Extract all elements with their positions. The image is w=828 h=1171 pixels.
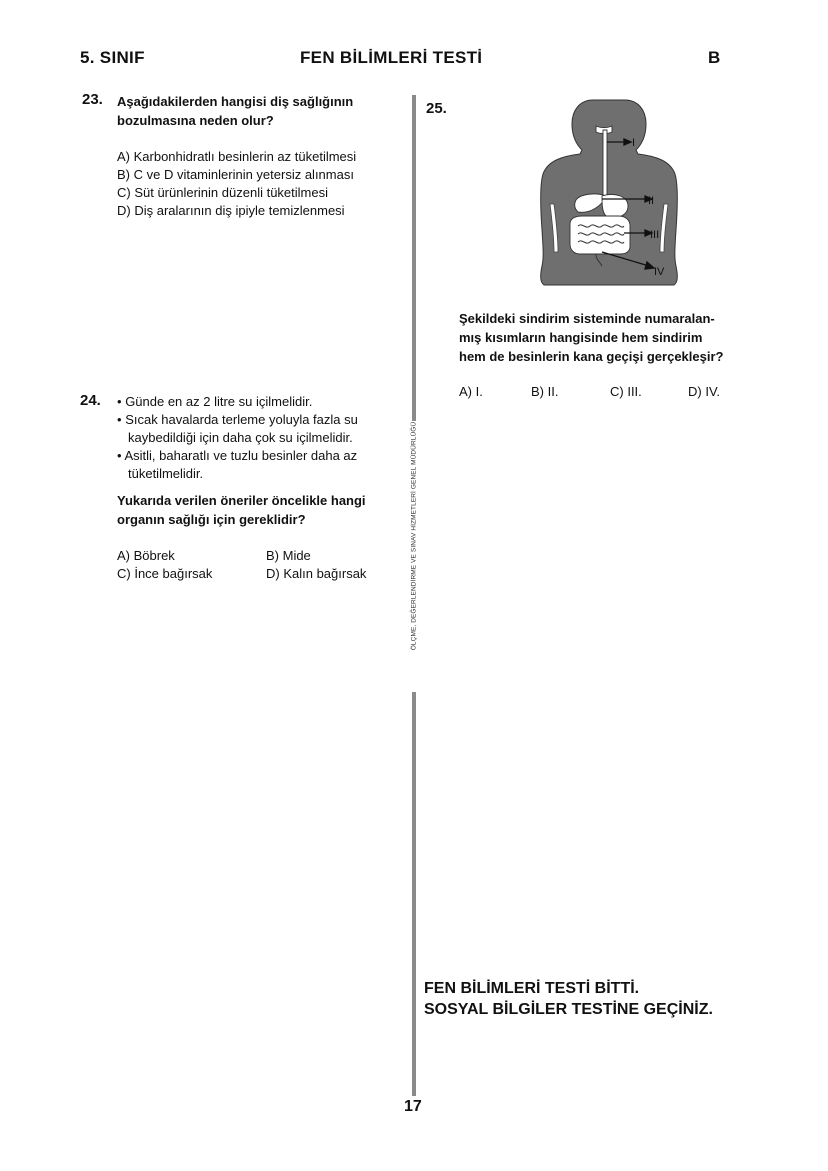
grade-label: 5. SINIF (80, 48, 145, 67)
bullet-item-continued: kaybedildiği için daha çok su içilmelidir. (128, 430, 353, 445)
option-b[interactable]: B) Mide (266, 548, 311, 563)
option-d[interactable]: D) IV. (688, 384, 721, 399)
esophagus-icon (603, 130, 607, 196)
bullet-icon: • (117, 412, 122, 427)
option-b[interactable]: B) C ve D vitaminlerinin yetersiz alınması (117, 167, 354, 182)
column-divider-top (412, 95, 416, 421)
bullet-item: • Sıcak havalarda terleme yoluyla fazla su (117, 412, 358, 427)
option-d[interactable]: D) Kalın bağırsak (266, 566, 367, 581)
figure-label-ii: II (648, 195, 655, 207)
question-stem: Şekildeki sindirim sisteminde numaralan- mış kısımların hangisinde hem sindirim hem de besinlerin kana geçişi gerçekleşir? (459, 311, 724, 364)
figure-label-iii: III (650, 229, 660, 241)
stomach-icon (602, 194, 628, 217)
option-c[interactable]: C) Süt ürünlerinin düzenli tüketilmesi (117, 185, 328, 200)
column-divider-bottom (412, 692, 416, 1096)
bullet-icon: • (117, 448, 122, 463)
option-a[interactable]: A) I. (459, 384, 483, 399)
end-of-test-message: FEN BİLİMLERİ TESTİ BİTTİ. SOSYAL BİLGİLER TESTİNE GEÇİNİZ. (424, 980, 713, 1018)
option-c[interactable]: C) III. (610, 384, 642, 399)
booklet-type: B (708, 48, 721, 67)
bullet-item: • Günde en az 2 litre su içilmelidir. (117, 394, 313, 409)
question-stem: Aşağıdakilerden hangisi diş sağlığının bozulmasına neden olur? (117, 94, 354, 128)
option-a[interactable]: A) Karbonhidratlı besinlerin az tüketilmesi (117, 149, 357, 164)
institution-caption: ÖLÇME, DEĞERLENDİRME VE SINAV HİZMETLERİ GENEL MÜDÜRLÜĞÜ (410, 421, 418, 651)
question-stem: Yukarıda verilen öneriler öncelikle hangi organın sağlığı için gereklidir? (117, 493, 366, 527)
question-number: 24. (80, 392, 101, 409)
option-c[interactable]: C) İnce bağırsak (117, 566, 213, 581)
page-title: FEN BİLİMLERİ TESTİ (300, 48, 483, 67)
bullet-item: • Asitli, baharatlı ve tuzlu besinler daha az (117, 448, 358, 463)
figure-label-iv: IV (654, 266, 665, 278)
digestive-system-figure (536, 96, 686, 290)
question-number: 23. (82, 91, 103, 108)
figure-label-i: I (632, 137, 636, 149)
question-number: 25. (426, 100, 447, 117)
bullet-item-continued: tüketilmelidir. (128, 466, 204, 481)
bullet-icon: • (117, 394, 122, 409)
page-number: 17 (404, 1098, 422, 1115)
option-d[interactable]: D) Diş aralarının diş ipiyle temizlenmesi (117, 203, 345, 218)
option-a[interactable]: A) Böbrek (117, 548, 175, 563)
option-b[interactable]: B) II. (531, 384, 559, 399)
